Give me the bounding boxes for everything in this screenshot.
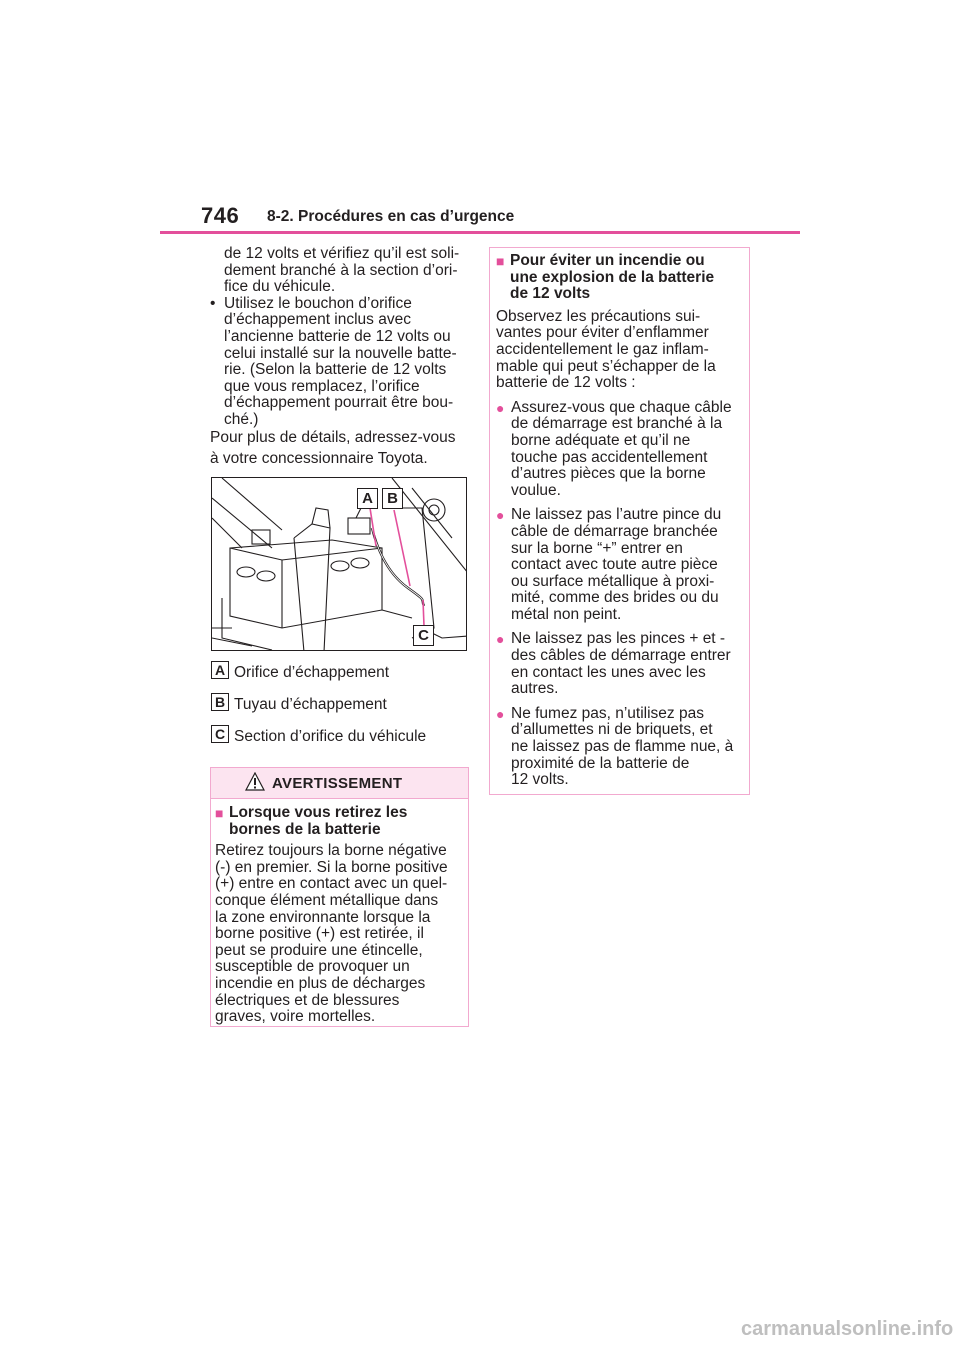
header-rule — [160, 231, 800, 234]
text-line: mable qui peut s’échapper de la — [496, 357, 716, 375]
fire-prevention-box — [489, 247, 750, 795]
text-line: sur la borne “+” entrer en — [511, 539, 683, 557]
text-line: des câbles de démarrage entrer — [511, 647, 731, 665]
text-line: celui installé sur la nouvelle batte- — [224, 344, 457, 362]
legend-text: Section d’orifice du véhicule — [234, 728, 427, 745]
dot-bullet-icon: ● — [496, 507, 505, 524]
text-line: 12 volts. — [511, 771, 569, 789]
text-line: susceptible de provoquer un — [215, 958, 410, 976]
square-bullet-icon: ■ — [496, 253, 505, 269]
text-line: l’ancienne batterie de 12 volts ou — [224, 327, 451, 345]
precaution-item — [496, 507, 744, 623]
warning-title: AVERTISSEMENT — [272, 775, 403, 792]
text-line: d’échappement inclus avec — [224, 311, 411, 329]
fire-prevention-intro — [496, 309, 744, 392]
text-line: Ne laissez pas les pinces + et - — [511, 630, 726, 648]
bullet-mark: • — [210, 294, 216, 312]
callout-b: B — [382, 488, 403, 509]
text-line: proximité de la batterie de — [511, 754, 690, 772]
text-line: bornes de la batterie — [229, 820, 381, 838]
text-line: batterie de 12 volts : — [496, 374, 636, 392]
legend-item-c — [211, 728, 426, 746]
fire-prevention-content — [496, 253, 744, 789]
text-line: ou surface métallique à proxi- — [511, 572, 715, 590]
callout-c: C — [413, 625, 434, 646]
text-line: Retirez toujours la borne négative — [215, 842, 447, 860]
text-line: de démarrage est branché à la — [511, 415, 723, 433]
text-line: Ne laissez pas l’autre pince du — [511, 506, 722, 524]
text-line: d’allumettes ni de briquets, et — [511, 721, 713, 739]
text-line: d’échappement pourrait être bou- — [224, 394, 454, 412]
text-line: conque élément métallique dans — [215, 891, 439, 909]
fire-prevention-subhead — [496, 253, 744, 303]
legend-text: Tuyau d’échappement — [234, 696, 387, 713]
text-line: la zone environnante lorsque la — [215, 908, 431, 926]
text-line: incendie en plus de décharges — [215, 974, 426, 992]
text-line: électriques et de blessures — [215, 991, 400, 1009]
text-line: Pour plus de détails, adressez-vous — [210, 429, 456, 446]
text-line: vantes pour éviter d’enflammer — [496, 324, 709, 342]
text-line: une explosion de la batterie — [510, 268, 715, 286]
warning-box — [210, 767, 469, 1027]
warning-body — [215, 843, 465, 1026]
dot-bullet-icon: ● — [496, 631, 505, 648]
text-line: ché.) — [224, 410, 259, 428]
text-line: (+) entre en contact avec un quel- — [215, 875, 448, 893]
battery-illustration — [211, 477, 467, 651]
text-line: câble de démarrage branchée — [511, 522, 718, 540]
precaution-item — [496, 706, 744, 789]
watermark: carmanualsonline.info — [741, 1318, 954, 1340]
text-line: peut se produire une étincelle, — [215, 941, 423, 959]
warning-subhead — [215, 805, 465, 838]
text-line: borne adéquate et qu’il ne — [511, 431, 691, 449]
section-title: 8-2. Procédures en cas d’urgence — [267, 208, 515, 225]
text-line: voulue. — [511, 481, 561, 499]
dot-bullet-icon: ● — [496, 705, 505, 722]
text-line: Pour éviter un incendie ou — [510, 252, 705, 269]
text-line: Lorsque vous retirez les — [229, 804, 408, 821]
text-line: autres. — [511, 680, 559, 698]
legend-key: C — [211, 725, 229, 743]
text-line: ne laissez pas de flamme nue, à — [511, 738, 734, 756]
text-line: graves, voire mortelles. — [215, 1008, 376, 1026]
text-line: borne positive (+) est retirée, il — [215, 925, 424, 943]
text-line: Assurez-vous que chaque câble — [511, 398, 732, 416]
warning-header — [211, 768, 468, 799]
legend-item-b — [211, 696, 387, 714]
legend-item-a — [211, 664, 389, 682]
intro-continuation — [210, 246, 472, 429]
text-line: en contact les unes avec les — [511, 663, 706, 681]
text-line: Ne fumez pas, n’utilisez pas — [511, 704, 704, 722]
text-line: de 12 volts et vérifiez qu’il est soli- — [224, 245, 460, 262]
text-line: d’autres pièces que la borne — [511, 465, 706, 483]
text-line: dement branché à la section d’ori- — [224, 261, 458, 279]
text-line: métal non peint. — [511, 605, 622, 623]
legend-text: Orifice d’échappement — [234, 664, 390, 681]
warning-content — [215, 805, 465, 1026]
text-line: fice du véhicule. — [224, 278, 336, 296]
text-line: Observez les précautions sui- — [496, 307, 701, 325]
text-line: à votre concessionnaire Toyota. — [210, 450, 428, 467]
text-line: accidentellement le gaz inflam- — [496, 340, 709, 358]
legend-key: B — [211, 693, 229, 711]
square-bullet-icon: ■ — [215, 805, 224, 821]
text-line: rie. (Selon la batterie de 12 volts — [224, 361, 447, 379]
dealer-paragraph — [210, 427, 472, 469]
text-line: que vous remplacez, l’orifice — [224, 377, 420, 395]
warning-triangle-icon — [245, 772, 265, 791]
text-line: touche pas accidentellement — [511, 448, 708, 466]
callout-a: A — [357, 488, 378, 509]
text-line: (-) en premier. Si la borne positive — [215, 858, 448, 876]
text-line: contact avec toute autre pièce — [511, 556, 718, 574]
page-number: 746 — [201, 203, 240, 228]
dot-bullet-icon: ● — [496, 399, 505, 416]
precaution-item — [496, 400, 744, 500]
legend-key: A — [211, 661, 229, 679]
precaution-item — [496, 631, 744, 697]
text-line: de 12 volts — [510, 285, 591, 303]
text-line: Utilisez le bouchon d’orifice — [224, 294, 412, 312]
bullet-item — [210, 296, 472, 429]
text-line: mité, comme des brides ou du — [511, 589, 719, 607]
